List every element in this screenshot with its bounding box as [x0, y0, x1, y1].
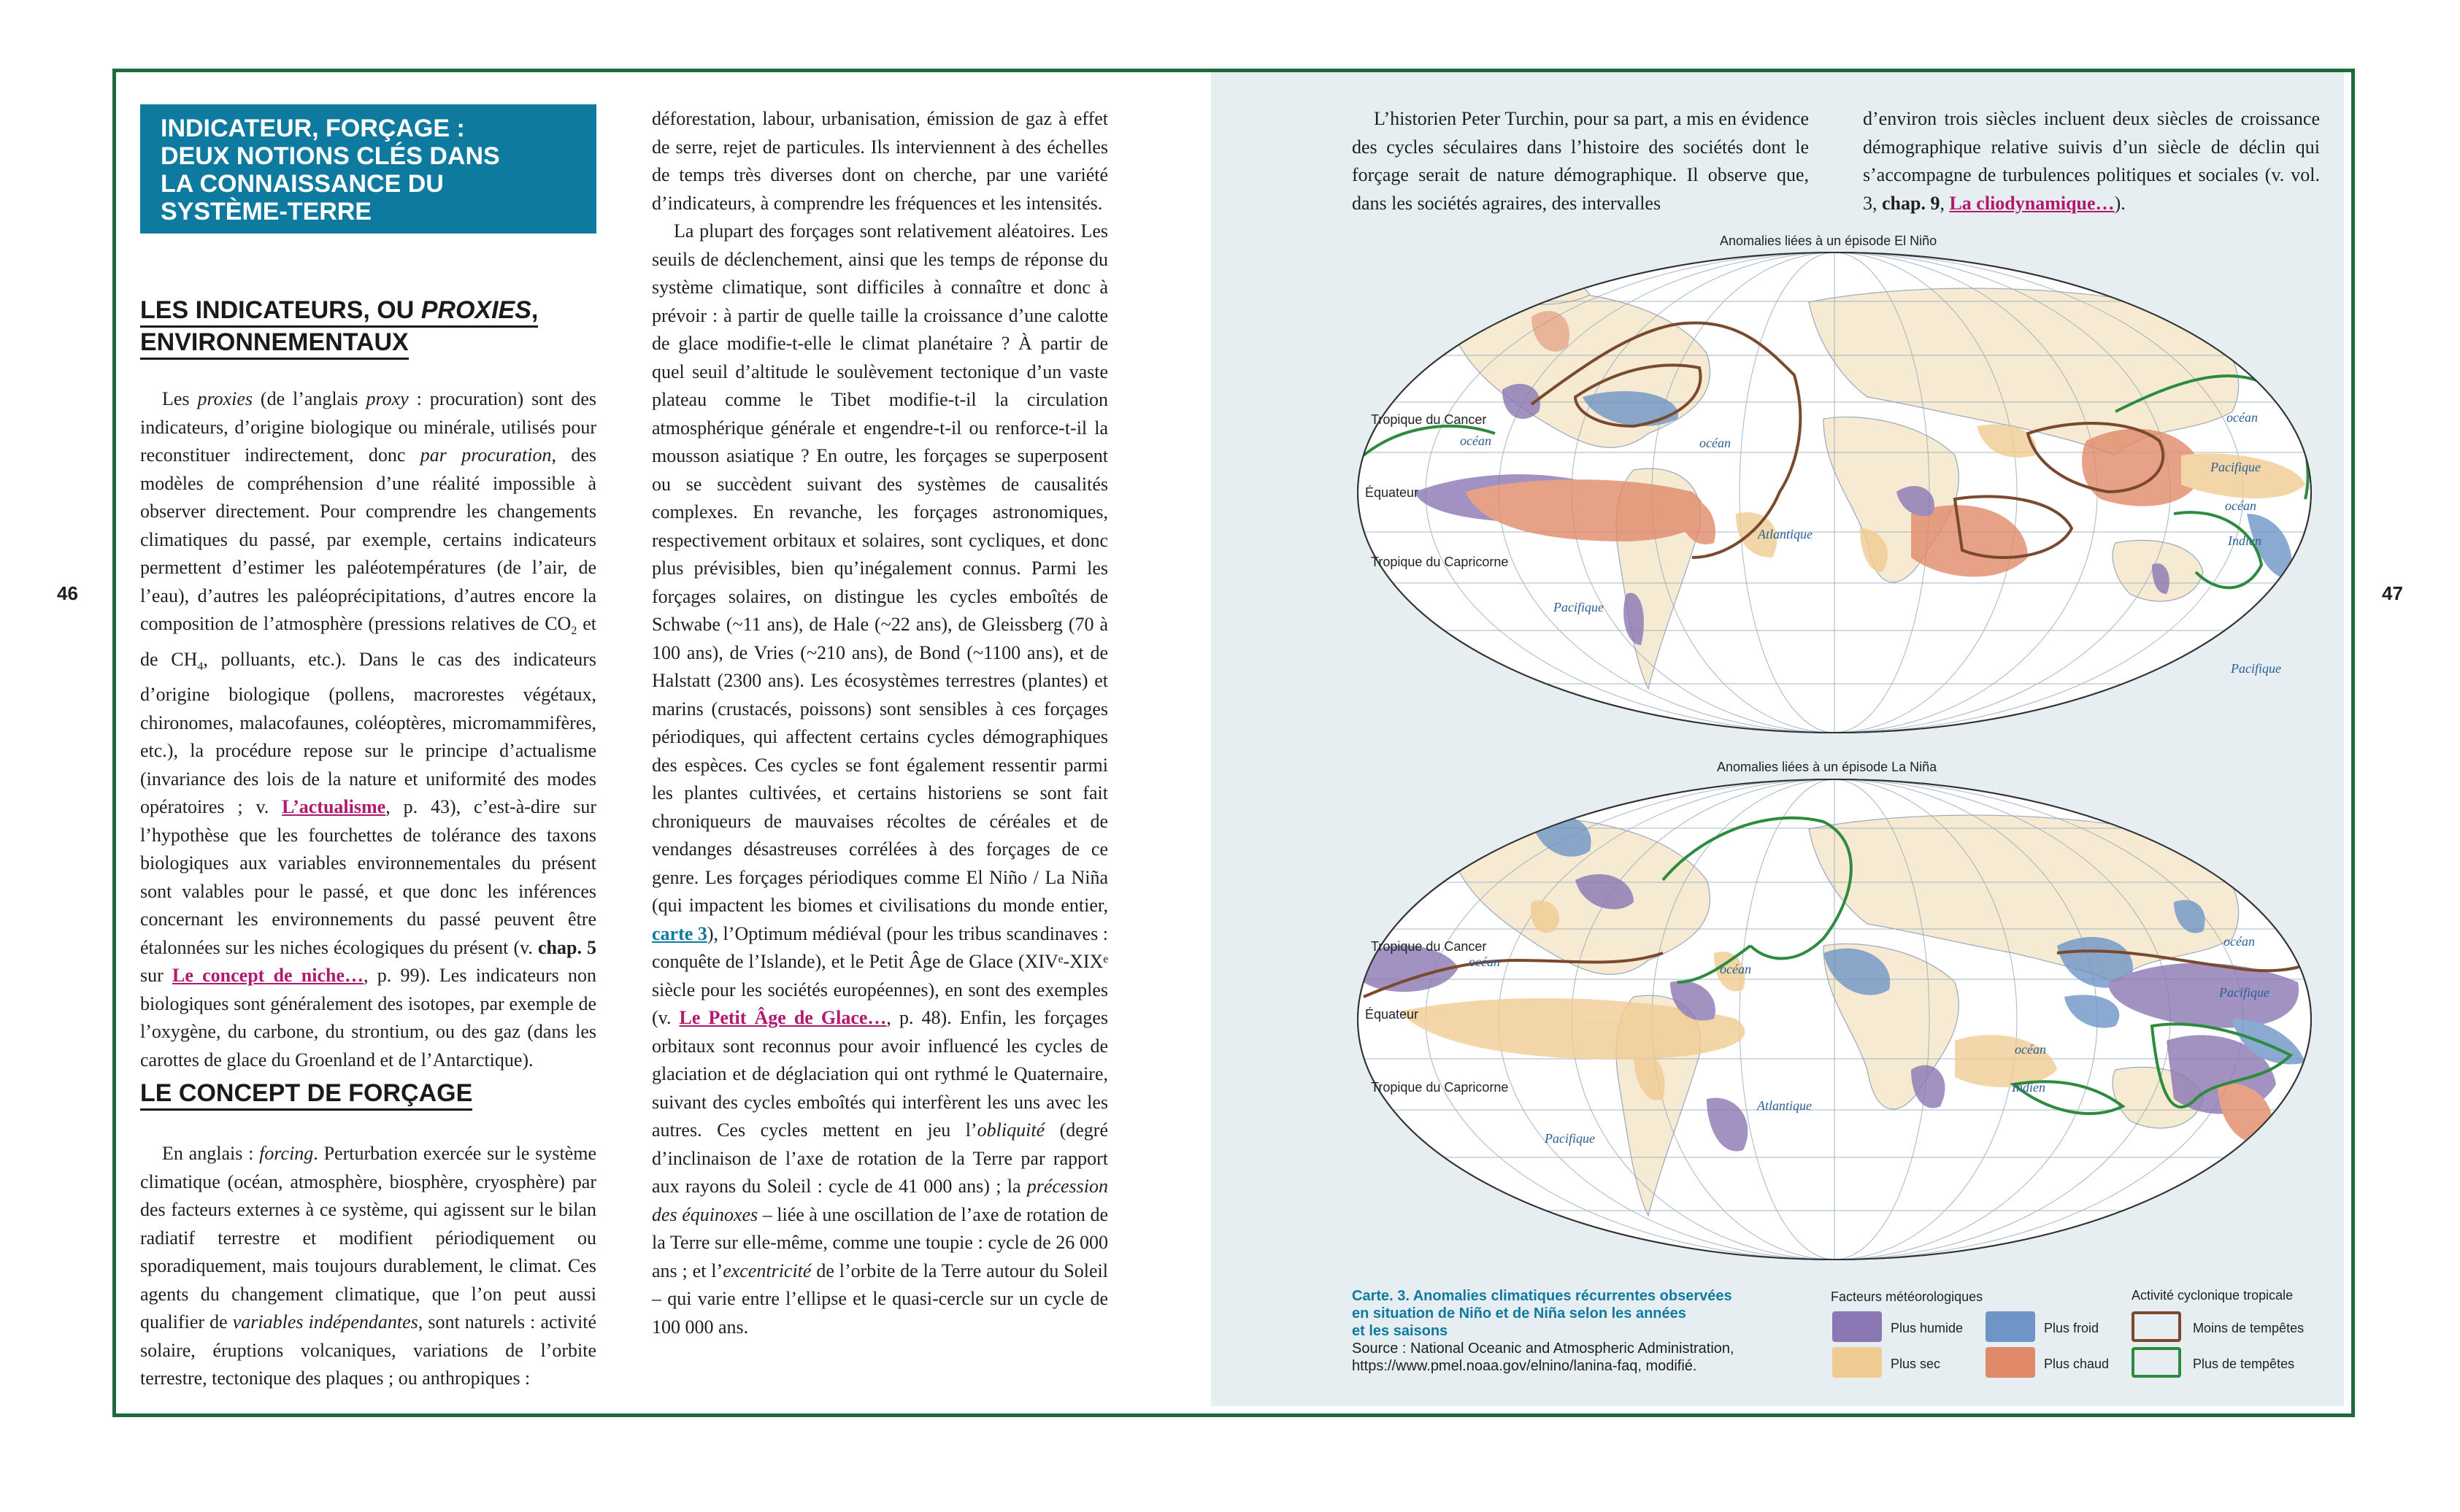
label-equateur: Équateur	[1365, 1007, 1419, 1022]
label-tropique-cancer: Tropique du Cancer	[1371, 939, 1487, 954]
map-caption	[1352, 1287, 1734, 1375]
legend-swatch-humide	[1832, 1311, 1882, 1342]
link-petit-age-glace[interactable]: Le Petit Âge de Glace…	[679, 1007, 887, 1028]
label-ocean: océan	[2015, 1042, 2046, 1057]
caption-line: en situation de Niño et de Niña selon les années	[1352, 1305, 1686, 1322]
page-number-left: 46	[57, 582, 78, 604]
label-pacifique: Pacifique	[1553, 600, 1604, 614]
map-el-nino	[1356, 251, 2313, 734]
label-indien: Indien	[2012, 1080, 2045, 1095]
label-ocean: océan	[2226, 410, 2258, 425]
link-actualisme[interactable]: L’actualisme	[282, 796, 386, 818]
col3-text: L’historien Peter Turchin, pour sa part, a mis en évidence des cycles séculaires dans l’histoire des sociétés dont le forçage serait de nature démographique. Il observe que, dans les sociétés agraires, des intervalles	[1352, 108, 1809, 214]
box-title-line: LA CONNAISSANCE DU	[161, 170, 444, 198]
label-equateur: Équateur	[1365, 485, 1419, 500]
legend-label-plus-tempetes: Plus de tempêtes	[2193, 1357, 2295, 1371]
legend-swatch-sec	[1832, 1347, 1882, 1378]
heading-proxies: LES INDICATEURS, OU PROXIES, ENVIRONNEMENTAUX	[140, 296, 538, 360]
caption-line: Carte. 3. Anomalies climatiques récurrentes observées	[1352, 1288, 1732, 1304]
legend-label-sec: Plus sec	[1891, 1357, 1941, 1371]
label-atlantique: Atlantique	[1757, 1098, 1812, 1113]
label-pacifique: Pacifique	[2210, 460, 2261, 474]
box-title-line: INDICATEUR, FORÇAGE :	[161, 115, 465, 142]
legend-swatch-froid	[1986, 1311, 2035, 1342]
legend-title-cyclone: Activité cyclonique tropicale	[2132, 1288, 2294, 1303]
col1-paragraph-forcage: En anglais : forcing. Perturbation exercée sur le système climatique (océan, atmosphère, biosphère, cryosphère) par des facteurs externes à ce système, qui agissent sur le bilan radiatif terrestre et modifient périodiquement ou sporadiquement, mais toujours durablement, le climat. Ces agents du changement climatique, que l’on peut aussi qualifier de variables indépendantes, sont naturels : activité solaire, éruptions volcaniques, variations de l’orbite terrestre, tectonique des plaques ; ou anthropiques :	[140, 1143, 596, 1389]
col2-paragraph-2: La plupart des forçages sont relativement aléatoires. Les seuils de déclenchement, ainsi que les temps de réponse du système climatique, sont difficiles à connaître et donc à prévoir : à partir de quelle taille la croissance d’une calotte de glace modifie-t-elle le climat planétaire ? À partir de quel seuil d’altitude le soulèvement tectonique d’un vaste plateau comme le Tibet modifie-t-il la circulation atmosphérique générale et engendre-t-il ou renforce-t-il la mousson asiatique ? En outre, les forçages se superposent ou se succèdent suivant des systèmes de causalités complexes. En revanche, les forçages astronomiques, respectivement orbitaux et solaires, sont cycliques, et donc plus prévisibles, bien qu’inégalement connus. Parmi les forçages solaires, on distingue les cycles emboîtés de Schwabe (~11 ans), de Hale (~22 ans), de Gleissberg (70 à 100 ans), de Vries (~210 ans), de Bond (~1100 ans), et de Halstatt (2300 ans). Les écosystèmes terrestres (plantes) et marins (crustacés, poissons) sont sensibles à ces forçages périodiques, qui affectent certains cycles démographiques des espèces. Ces cycles se font également ressentir parmi les plantes cultivées, et certains historiens se sont fait chroniqueurs de mauvaises récoltes de céréales et de vendanges désastreuses corrélées à des forçages de ce genre. Les forçages périodiques comme El Niño / La Niña (qui impactent les biomes et civilisations du monde entier, carte 3), l’Optimum médiéval (pour les tribus scandinaves : conquête de l’Islande), et le Petit Âge de Glace (XIVᵉ-XIXᵉ siècle pour les sociétés européennes), en sont des exemples (v. Le Petit Âge de Glace…, p. 48). Enfin, les forçages orbitaux sont reconnus pour avoir influencé les cycles de glaciation et de déglaciation qui ont rythmé le Quaternaire, suivant des cycles emboîtés qui interfèrent les uns avec les autres. Ces cycles mettent en jeu l’obliquité (degré d’inclinaison de l’axe de rotation de la Terre par rapport aux rayons du Soleil : cycle de 41 000 ans) ; la précession des équinoxes – liée à une oscillation de l’axe de rotation de la Terre sur elle-même, comme une toupie : cycle de 26 000 ans ; et l’excentricité de l’orbite de la Terre autour du Soleil – qui varie entre l’ellipse et le quasi-cercle sur un cycle de 100 000 ans.	[652, 220, 1109, 1338]
label-tropique-capricorne: Tropique du Capricorne	[1371, 555, 1509, 569]
legend-label-moins-tempetes: Moins de tempêtes	[2193, 1321, 2305, 1335]
label-tropique-cancer: Tropique du Cancer	[1371, 412, 1487, 427]
legend-swatch-plus-tempetes	[2132, 1347, 2181, 1378]
map1-title: Anomalies liées à un épisode El Niño	[1720, 234, 1937, 248]
label-ocean: océan	[1469, 954, 1500, 969]
label-ocean: océan	[2223, 934, 2255, 949]
map-la-nina	[1356, 778, 2313, 1261]
caption-line: et les saisons	[1352, 1323, 1448, 1339]
legend-swatch-moins-tempetes	[2132, 1311, 2181, 1342]
col4-text: d’environ trois siècles incluent deux siècles de croissance démographique relative suivis d’un siècle de déclin qui s’accompagne de turbulences politiques et sociales (v. vol. 3, chap. 9, La cliodynamique…).	[1863, 108, 2320, 214]
col2-text	[652, 105, 1108, 1341]
col1-paragraph-proxies: Les proxies (de l’anglais proxy : procuration) sont des indicateurs, d’origine biologique ou minérale, utilisés pour reconstituer indirectement, donc par procuration, des modèles de compréhension d’une réalité impossible à observer directement. Pour comprendre les changements climatiques du passé, par exemple, certains indicateurs permettent d’estimer les paléotempératures (de l’air, de l’eau), d’autres les paléoprécipitations, d’autres encore la composition de l’atmosphère (pressions relatives de $CO_2$ et de $CH_4$, polluants, etc.). Dans le cas des indicateurs d’origine biologique (pollens, macrorestes végétaux, chironomes, malacofaunes, coléoptères, micromammifères, etc.), la procédure repose sur le principe d’actualisme (invariance des lois de la nature et uniformité des modes opératoires ; v. L’actualisme, p. 43), c’est-à-dire sur l’hypothèse que les fourchettes de tolérance des taxons biologiques aux variables environnementales du présent sont valables pour le passé, et que donc les inférences concernant les environnements du passé peuvent être étalonnées sur les niches écologiques du présent (v. chap. 5 sur Le concept de niche…, p. 99). Les indicateurs non biologiques sont généralement des isotopes, par exemple de l’oxygène, du carbone, du strontium, ou des gaz (dans les carottes de glace du Groenland et de l’Antarctique).	[140, 388, 597, 1071]
legend-label-froid: Plus froid	[2044, 1321, 2099, 1335]
legend-label-chaud: Plus chaud	[2044, 1357, 2110, 1371]
link-cliodynamique[interactable]: La cliodynamique…	[1949, 192, 2115, 214]
link-carte-3[interactable]: carte 3	[652, 922, 707, 944]
label-indien: Indien	[2228, 533, 2261, 548]
label-atlantique: Atlantique	[1758, 527, 1813, 541]
page-number-right: 47	[2382, 582, 2403, 604]
label-ocean: océan	[1699, 436, 1731, 450]
box-title	[140, 104, 596, 234]
label-pacifique: Pacifique	[2219, 985, 2269, 1000]
legend-title-meteo: Facteurs météorologiques	[1831, 1289, 1983, 1304]
map2-title: Anomalies liées à un épisode La Niña	[1717, 760, 1937, 774]
label-ocean: océan	[2225, 498, 2256, 513]
caption-source-url: https://www.pmel.noaa.gov/elnino/lanina-faq, modifié.	[1352, 1358, 1697, 1374]
link-concept-niche[interactable]: Le concept de niche…	[172, 965, 364, 987]
legend-swatch-chaud	[1986, 1347, 2035, 1378]
label-pacifique: Pacifique	[1545, 1131, 1595, 1146]
heading-forcage: LE CONCEPT DE FORÇAGE	[140, 1079, 472, 1111]
box-title-line: DEUX NOTIONS CLÉS DANS	[161, 142, 500, 170]
box-title-line: SYSTÈME-TERRE	[161, 198, 372, 225]
caption-source: Source : National Oceanic and Atmospheric Administration,	[1352, 1341, 1734, 1357]
label-ocean: océan	[1460, 433, 1491, 448]
label-tropique-capricorne: Tropique du Capricorne	[1371, 1080, 1509, 1095]
col2-paragraph-1: déforestation, labour, urbanisation, émission de gaz à effet de serre, rejet de particules. Ils interviennent à des échelles de temps très diverses dont on cherche, par une variété d’indicateurs, à comprendre les fréquences et les intensités.	[652, 108, 1108, 214]
label-ocean: océan	[1720, 962, 1751, 976]
legend-label-humide: Plus humide	[1891, 1321, 1964, 1335]
label-pacifique: Pacifique	[2231, 661, 2281, 676]
